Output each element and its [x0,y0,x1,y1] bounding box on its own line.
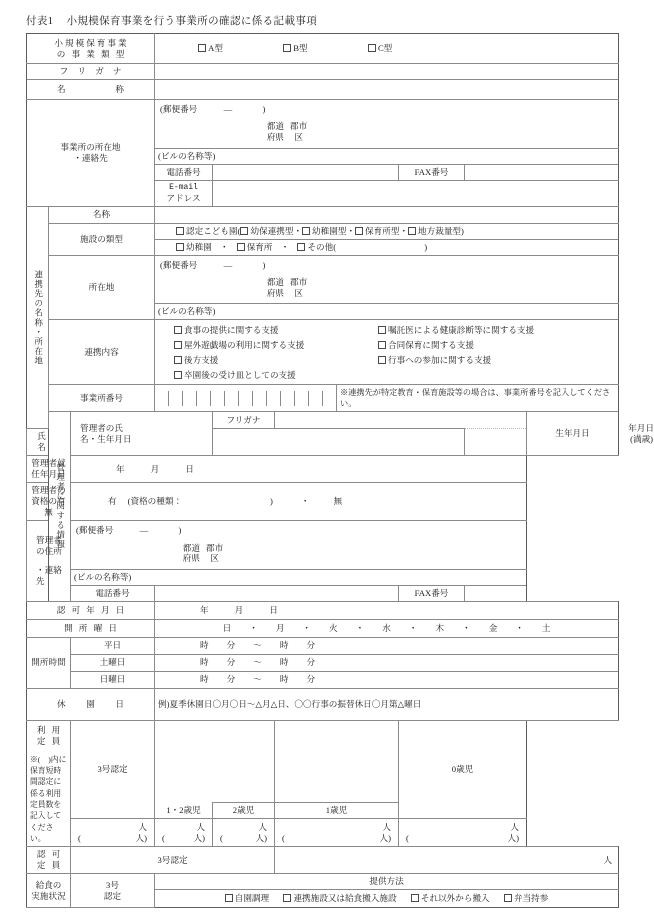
checkbox-icon[interactable] [174,341,182,349]
office-zip-field[interactable] [155,100,619,119]
manager-name-input[interactable] [213,429,465,456]
office-no-cell[interactable] [253,391,267,406]
business-type-option-a[interactable] [198,43,223,53]
capacity-0sai-header: 0歳児 [399,720,527,818]
approval-month: 月 [234,604,244,615]
manager-tel-label: 電話番号 [71,585,155,601]
open-day-tue[interactable]: 火 [329,622,338,633]
partner-office-no-note-text: ※連携先が特定教育・保育施設等の場合は、事業所番号を記入してください。 [340,388,611,409]
office-city-line1: 郡市 [290,121,308,132]
row-manager-building [27,569,619,585]
capacity-group-1-2-header [155,720,275,802]
approval-day: 日 [269,604,278,615]
checkbox-icon[interactable] [408,227,416,235]
office-address-label [27,100,155,207]
business-type-label-line2: の 事 業 類 型 [56,48,127,59]
open-day-sun[interactable]: 日 [222,622,232,633]
partner-facility-type-row1: 認定こども園( 幼保連携型・ 幼稚園型・ 保育所型・ 地方裁量型) [155,223,619,239]
checkbox-icon[interactable] [355,227,363,235]
meals-options [155,890,619,908]
manager-furigana-input[interactable] [275,412,527,429]
partner-pref-city-field[interactable]: 都道 府県 郡市 区 [155,274,619,304]
meals-label [27,874,71,908]
office-no-cell[interactable] [183,391,197,406]
office-fax-label: FAX番号 [399,164,465,180]
row-manager-tel-fax [27,585,619,601]
office-no-cell[interactable] [295,391,309,406]
checkbox-icon[interactable] [174,356,182,364]
office-no-cell[interactable] [225,391,239,406]
partner-side-label [27,206,49,429]
partner-support-playground[interactable]: 屋外遊戯場の利用に関する支援 [158,339,368,354]
manager-name-dob-label-line2: 名・生年月日 [80,433,132,444]
office-pref-line2: 府県 [266,132,285,143]
open-hours-saturday-label: 土曜日 [71,654,155,671]
capacity-note: ※( )内に保育短時間認定に係る利用定員数を記入してください。 [30,754,67,843]
checkbox-icon[interactable] [174,326,182,334]
capacity-1sai-header: 1歳児 [275,803,399,819]
partner-type-chihousairyou[interactable]: 地方裁量型 [408,226,461,236]
office-no-cell[interactable] [155,391,169,406]
manager-qualification-label: 管理者の資格の有無 [27,483,71,521]
office-email-label [155,180,213,206]
office-no-cell[interactable] [197,391,211,406]
meals-label-line2: 実施状況 [31,890,66,901]
capacity-2sai-header: 2歳児 [213,803,275,819]
open-day-thu[interactable]: 木 [435,622,445,633]
partner-type-other[interactable]: その他( [297,242,336,252]
office-email-input[interactable] [213,180,619,206]
open-day-fri[interactable]: 金 [488,622,498,633]
document-title [26,13,317,28]
row-closed-days [27,688,619,720]
row-approval-date [27,601,619,619]
manager-appointed-year: 年 [116,463,125,474]
checkbox-icon[interactable] [378,356,386,364]
partner-office-no-grid[interactable] [155,385,337,412]
checkbox-icon[interactable] [176,227,184,235]
office-city-line2: 区 [294,132,303,143]
capacity-group-1-2-label: 1・2歳児 [155,803,213,819]
row-office-name [27,80,619,100]
approved-capacity-cert-label: 3号認定 [71,847,275,874]
document-title-text: 小規模保育事業を行う事業所の確認に係る記載事項 [66,16,318,27]
furigana-input[interactable] [155,64,619,80]
business-type-label-line1: 小規模保育事業 [54,37,129,48]
partner-side-label-text: 連携先の名称・所在地 [33,269,43,366]
partner-building-label: (ビルの名称等) [158,306,216,317]
partner-type-youchien[interactable]: 幼稚園 [176,242,212,252]
manager-zip-field[interactable]: (郵便番号 — ) [71,521,527,540]
office-name-label: 名 称 [27,80,155,100]
partner-type-hoikusho-gata[interactable]: 保育所型 [355,226,399,236]
row-capacity-header-1 [27,720,619,802]
capacity-label-cell [27,720,71,846]
partner-support-after-graduation[interactable]: 卒園後の受け皿としての支援 [158,369,368,382]
partner-type-ninteikodomoen-label: 認定こども園( [186,225,241,236]
checkbox-icon[interactable] [237,243,245,251]
office-no-cell[interactable] [239,391,253,406]
row-partner-office-no [27,385,619,412]
business-type-option-c-label: C型 [377,43,393,53]
row-partner-facility-type-1 [27,223,619,239]
meal-option-self-cooking[interactable]: 自園調理 [225,893,269,903]
approval-year: 年 [200,604,209,615]
office-no-cell[interactable] [281,391,295,406]
checkbox-icon[interactable] [411,894,419,902]
manager-appointed-day: 日 [185,463,194,474]
office-tel-label: 電話番号 [155,164,213,180]
manager-dob-day: 日 [645,422,654,433]
checkbox-icon[interactable] [368,44,376,52]
capacity-0sai-value[interactable]: 人 ( 人) [399,819,527,847]
checkbox-icon[interactable] [283,894,291,902]
checkbox-icon[interactable] [378,341,386,349]
row-open-hours-weekday [27,637,619,654]
row-business-type [27,34,619,64]
office-email-label-line2: アドレス [166,192,201,203]
manager-fax-label: FAX番号 [399,585,465,601]
partner-facility-type-row2: 幼稚園 ・ 保育所 ・ その他( ) [155,239,619,255]
row-manager-furigana [27,412,619,429]
open-hours-weekday-field[interactable]: 時 分 ～ 時 分 [155,637,619,654]
office-pref-city-field[interactable] [155,118,619,148]
partner-facility-type-label: 施設の類型 [49,223,155,255]
open-day-sat[interactable]: 土 [541,622,551,633]
office-no-cell[interactable] [309,391,323,406]
capacity-1-2sai-value[interactable]: 人 ( 人) [155,819,213,847]
capacity-spacer-header [275,720,399,802]
capacity-2sai-value[interactable]: 人 ( 人) [213,819,275,847]
checkbox-icon[interactable] [174,371,182,379]
main-form-table [26,33,654,908]
meals-cert-line2: 認定 [103,890,122,901]
business-type-option-a-label: A型 [208,43,223,53]
manager-side-label-text: 管理者に関する情報 [55,463,65,550]
capacity-cert-label: 3号認定 [71,720,155,818]
manager-tel-input[interactable] [155,585,399,601]
manager-dob-label: 生年月日 [527,412,619,456]
manager-building-field[interactable]: (ビルの名称等) [71,569,527,585]
row-approved-capacity [27,847,619,874]
meal-option-bento[interactable]: 弁当持参 [504,893,548,903]
row-manager-pref-city [27,539,619,569]
manager-name-label: 氏 名 [27,429,49,456]
partner-support-doctor[interactable]: 嘱託医による健康診断等に関する支援 [368,324,615,339]
office-address-label-line1: 事業所の所在地 [60,141,121,152]
partner-building-field[interactable] [155,304,619,320]
manager-fax-input[interactable] [465,585,527,601]
meals-label-line1: 給食の [35,879,62,890]
business-type-option-b-label: B型 [293,43,308,53]
office-no-cell[interactable] [267,391,281,406]
closed-days-example: 例)夏季休園日〇月〇日～△月△日、〇〇行事の振替休日〇月第△曜日 [158,699,422,710]
manager-qualification-kind-label: (資格の種類： [127,496,183,507]
office-no-cell[interactable] [323,391,336,406]
furigana-label: フ リ ガ ナ [27,64,155,80]
office-name-input[interactable] [155,80,619,100]
partner-name-input[interactable] [155,206,619,223]
checkbox-icon[interactable] [283,44,291,52]
partner-support-backup[interactable]: 後方支援 [158,354,368,369]
manager-address-label-line2: ・連絡先 [36,565,62,587]
manager-name-dob-label-line1: 管理者の氏 [80,422,123,433]
checkbox-icon[interactable] [504,894,512,902]
partner-content-options [155,320,619,385]
partner-office-no-note [337,385,619,412]
row-open-days [27,619,619,637]
row-open-hours-saturday [27,654,619,671]
partner-name-label: 名称 [49,206,155,223]
checkbox-icon[interactable] [240,227,248,235]
office-building-field[interactable] [155,148,619,164]
partner-type-youho[interactable]: 幼保連携型 [240,226,293,236]
row-furigana [27,64,619,80]
manager-furigana-label: フリガナ [213,412,275,429]
office-address-label-line2: ・連絡先 [73,152,108,163]
approval-date-field[interactable] [155,601,619,619]
office-building-label: (ビルの名称等) [158,150,216,161]
manager-appointed-label: 管理者就任年月日 [27,456,71,483]
manager-age-open: (満 [630,433,642,444]
office-no-cell[interactable] [211,391,225,406]
open-hours-saturday-field[interactable]: 時 分 ～ 時 分 [155,654,619,671]
manager-dob-month: 月 [636,422,646,433]
partner-type-ninteikodomoen[interactable] [176,226,240,236]
approved-capacity-label: 認 可 定 員 [27,847,71,874]
open-day-wed[interactable]: 水 [382,622,391,633]
manager-pref-city-field[interactable]: 都道 府県 郡市 区 [71,539,527,569]
manager-qualification-field[interactable]: 有 (資格の種類： ) ・ 無 [71,483,527,521]
partner-content-label: 連携内容 [49,320,155,385]
partner-support-joint-care[interactable]: 合同保育に関する支援 [368,339,615,354]
meals-method-header: 提供方法 [155,874,619,890]
manager-appointed-field[interactable] [71,456,527,483]
checkbox-icon[interactable] [378,326,386,334]
approval-date-label: 認 可 年 月 日 [27,601,155,619]
checkbox-icon[interactable] [297,243,305,251]
partner-address-label: 所在地 [49,255,155,320]
partner-support-events[interactable]: 行事への参加に関する支援 [368,354,615,369]
row-meals-header [27,874,619,890]
open-day-mon[interactable]: 月 [275,622,285,633]
meal-option-external-delivery[interactable]: それ以外から搬入 [411,893,490,903]
row-open-hours-sunday [27,671,619,688]
office-tel-input[interactable] [213,164,399,180]
open-days-field[interactable]: 日 ・ 月 ・ 火 ・ 水 ・ 木 ・ 金 ・ 土 [155,619,619,637]
capacity-1sai-value[interactable]: 人 ( 人) [275,819,399,847]
business-type-label [27,34,155,64]
partner-office-no-label: 事業所番号 [49,385,155,412]
manager-dob-year: 年 [628,422,637,433]
business-type-option-b[interactable] [283,43,307,53]
open-hours-weekday-label: 平日 [71,637,155,654]
manager-age-close: 歳) [641,433,654,444]
business-type-option-c[interactable] [368,43,392,53]
open-hours-sunday-field[interactable]: 時 分 ～ 時 分 [155,671,619,688]
meal-option-partner-facility[interactable]: 連携施設又は給食搬入施設 [283,893,396,903]
row-manager-qualification [27,483,619,521]
checkbox-icon[interactable] [198,44,206,52]
office-zip-dash: — [223,104,233,114]
meals-cert-label [71,874,155,908]
row-partner-zip [27,255,619,274]
manager-appointed-month: 月 [150,463,160,474]
partner-zip-field[interactable]: (郵便番号 — ) [155,255,619,274]
office-fax-input[interactable] [465,164,619,180]
partner-type-hoikusho[interactable]: 保育所 [237,242,273,252]
partner-support-meal[interactable]: 食事の提供に関する支援 [158,324,368,339]
checkbox-icon[interactable] [225,894,233,902]
office-no-cells[interactable] [155,391,336,406]
open-hours-label: 開所時間 [27,637,71,688]
capacity-label: 利 用 定 員 [36,724,63,746]
checkbox-icon[interactable] [302,227,310,235]
manager-qualification-yes[interactable]: 有 [108,496,117,507]
approved-capacity-value[interactable]: 人 [275,847,619,874]
row-capacity-values [27,819,619,847]
partner-type-youchien-gata[interactable]: 幼稚園型 [302,226,346,236]
closed-days-label: 休 園 日 [27,688,155,720]
row-office-zip [27,100,619,119]
closed-days-field[interactable] [155,688,619,720]
partner-zip-label: (郵便番号 [160,259,198,270]
open-days-label: 開 所 曜 日 [27,619,155,637]
manager-qualification-no[interactable]: 無 [333,496,343,507]
open-hours-sunday-label: 日曜日 [71,671,155,688]
manager-name-dob-label [71,412,213,456]
office-zip-label: (郵便番号 [160,104,198,114]
row-manager-appointed [27,456,619,483]
meals-cert-line1: 3号 [106,879,119,890]
capacity-cert-value[interactable]: 人 ( 人) [71,819,155,847]
row-partner-name [27,206,619,223]
manager-address-label-line1: 管理者の住所 [36,535,62,557]
row-partner-content [27,320,619,385]
checkbox-icon[interactable] [176,243,184,251]
office-zip-close: ) [262,104,266,114]
office-pref-line1: 都道 [266,121,285,132]
document-title-prefix: 付表1 [26,16,54,27]
row-manager-zip [27,521,619,540]
office-email-label-line1: E-mail [169,182,198,192]
office-no-cell[interactable] [169,391,183,406]
business-type-options [155,34,619,64]
